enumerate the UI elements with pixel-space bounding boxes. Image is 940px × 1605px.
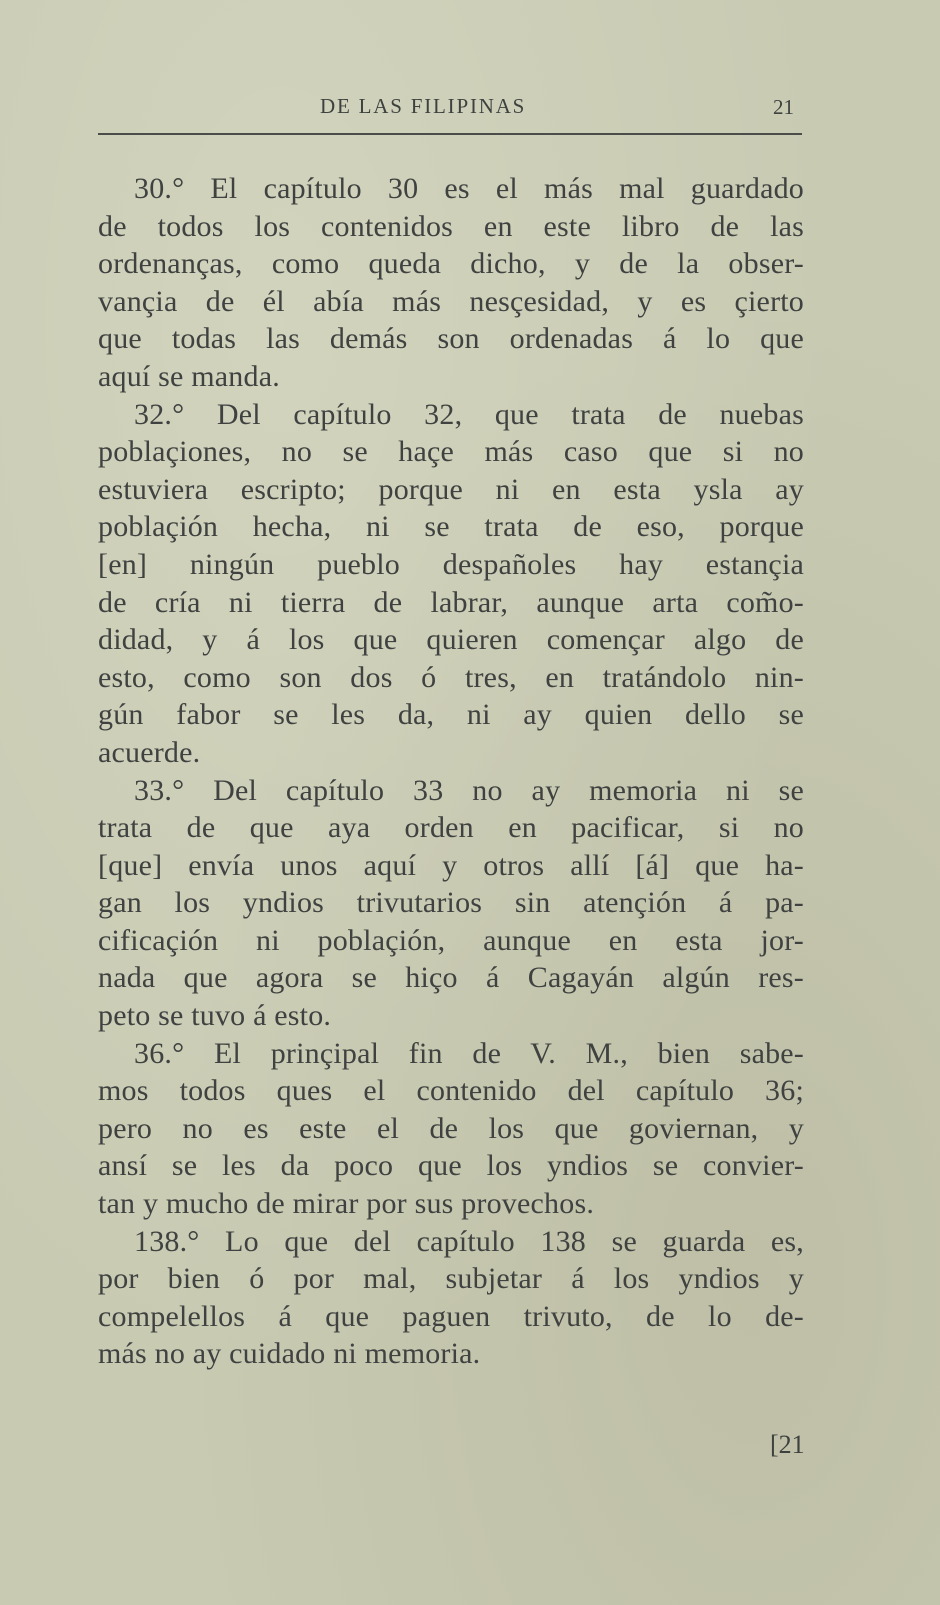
text-line: gún fabor se les da, ni ay quien dello se — [98, 698, 804, 732]
text-line: 32.° Del capítulo 32, que trata de nuebas — [134, 397, 804, 431]
text-line: [que] envía unos aquí y otros allí [á] que ha- — [98, 848, 804, 882]
text-line: nada que agora se hiço á Cagayán algún res- — [98, 961, 804, 995]
text-line: que todas las demás son ordenadas á lo que — [98, 322, 804, 356]
text-line: 30.° El capítulo 30 es el más mal guardado — [134, 172, 804, 205]
text-line: por bien ó por mal, subjetar á los yndios y — [98, 1262, 804, 1296]
text-line: tan y mucho de mirar por sus provechos. — [98, 1187, 595, 1221]
text-line: aquí se manda. — [98, 359, 280, 393]
text-line: acuerde. — [98, 735, 201, 769]
text-line: 33.° Del capítulo 33 no ay memoria ni se — [134, 773, 804, 807]
text-line: gan los yndios trivutarios sin atençión á pa- — [98, 886, 804, 920]
signature-mark: [21 — [770, 1430, 805, 1459]
body-text — [98, 170, 804, 1373]
text-line: mos todos ques el contenido del capítulo 36; — [98, 1074, 804, 1108]
page-number: 21 — [773, 95, 794, 119]
text-line: pero no es este el de los que goviernan, y — [98, 1111, 804, 1145]
text-line: compelellos á que paguen trivuto, de lo de- — [98, 1299, 804, 1333]
text-line: ansí se les da poco que los yndios se convier- — [98, 1149, 804, 1183]
header-rule — [98, 133, 802, 135]
text-line: 36.° El prinçipal fin de V. M., bien sabe- — [134, 1036, 804, 1070]
text-line: estuviera escripto; porque ni en esta ysla ay — [98, 472, 804, 506]
page-header — [98, 92, 802, 128]
text-line: didad, y á los que quieren començar algo de — [98, 623, 804, 657]
text-line: trata de que aya orden en pacificar, si no — [98, 811, 804, 845]
text-line: ordenanças, como queda dicho, y de la obser- — [98, 247, 804, 281]
text-line: poblaçión hecha, ni se trata de eso, porque — [98, 510, 804, 544]
text-line: [en] ningún pueblo despañoles hay estançia — [98, 547, 804, 581]
text-line: cificaçión ni poblaçión, aunque en esta jor- — [98, 923, 804, 957]
text-line: de todos los contenidos en este libro de las — [98, 209, 804, 243]
text-line: más no ay cuidado ni memoria. — [98, 1337, 481, 1371]
text-line: 138.° Lo que del capítulo 138 se guarda es, — [134, 1224, 804, 1258]
text-line: de cría ni tierra de labrar, aunque arta com̃o- — [98, 585, 804, 619]
running-head: DE LAS FILIPINAS — [320, 94, 527, 118]
text-line: vançia de él abía más nesçesidad, y es çierto — [98, 284, 804, 318]
text-line: poblaçiones, no se haçe más caso que si no — [98, 435, 804, 469]
text-line: esto, como son dos ó tres, en tratándolo nin- — [98, 660, 804, 694]
text-line: peto se tuvo á esto. — [98, 999, 332, 1033]
